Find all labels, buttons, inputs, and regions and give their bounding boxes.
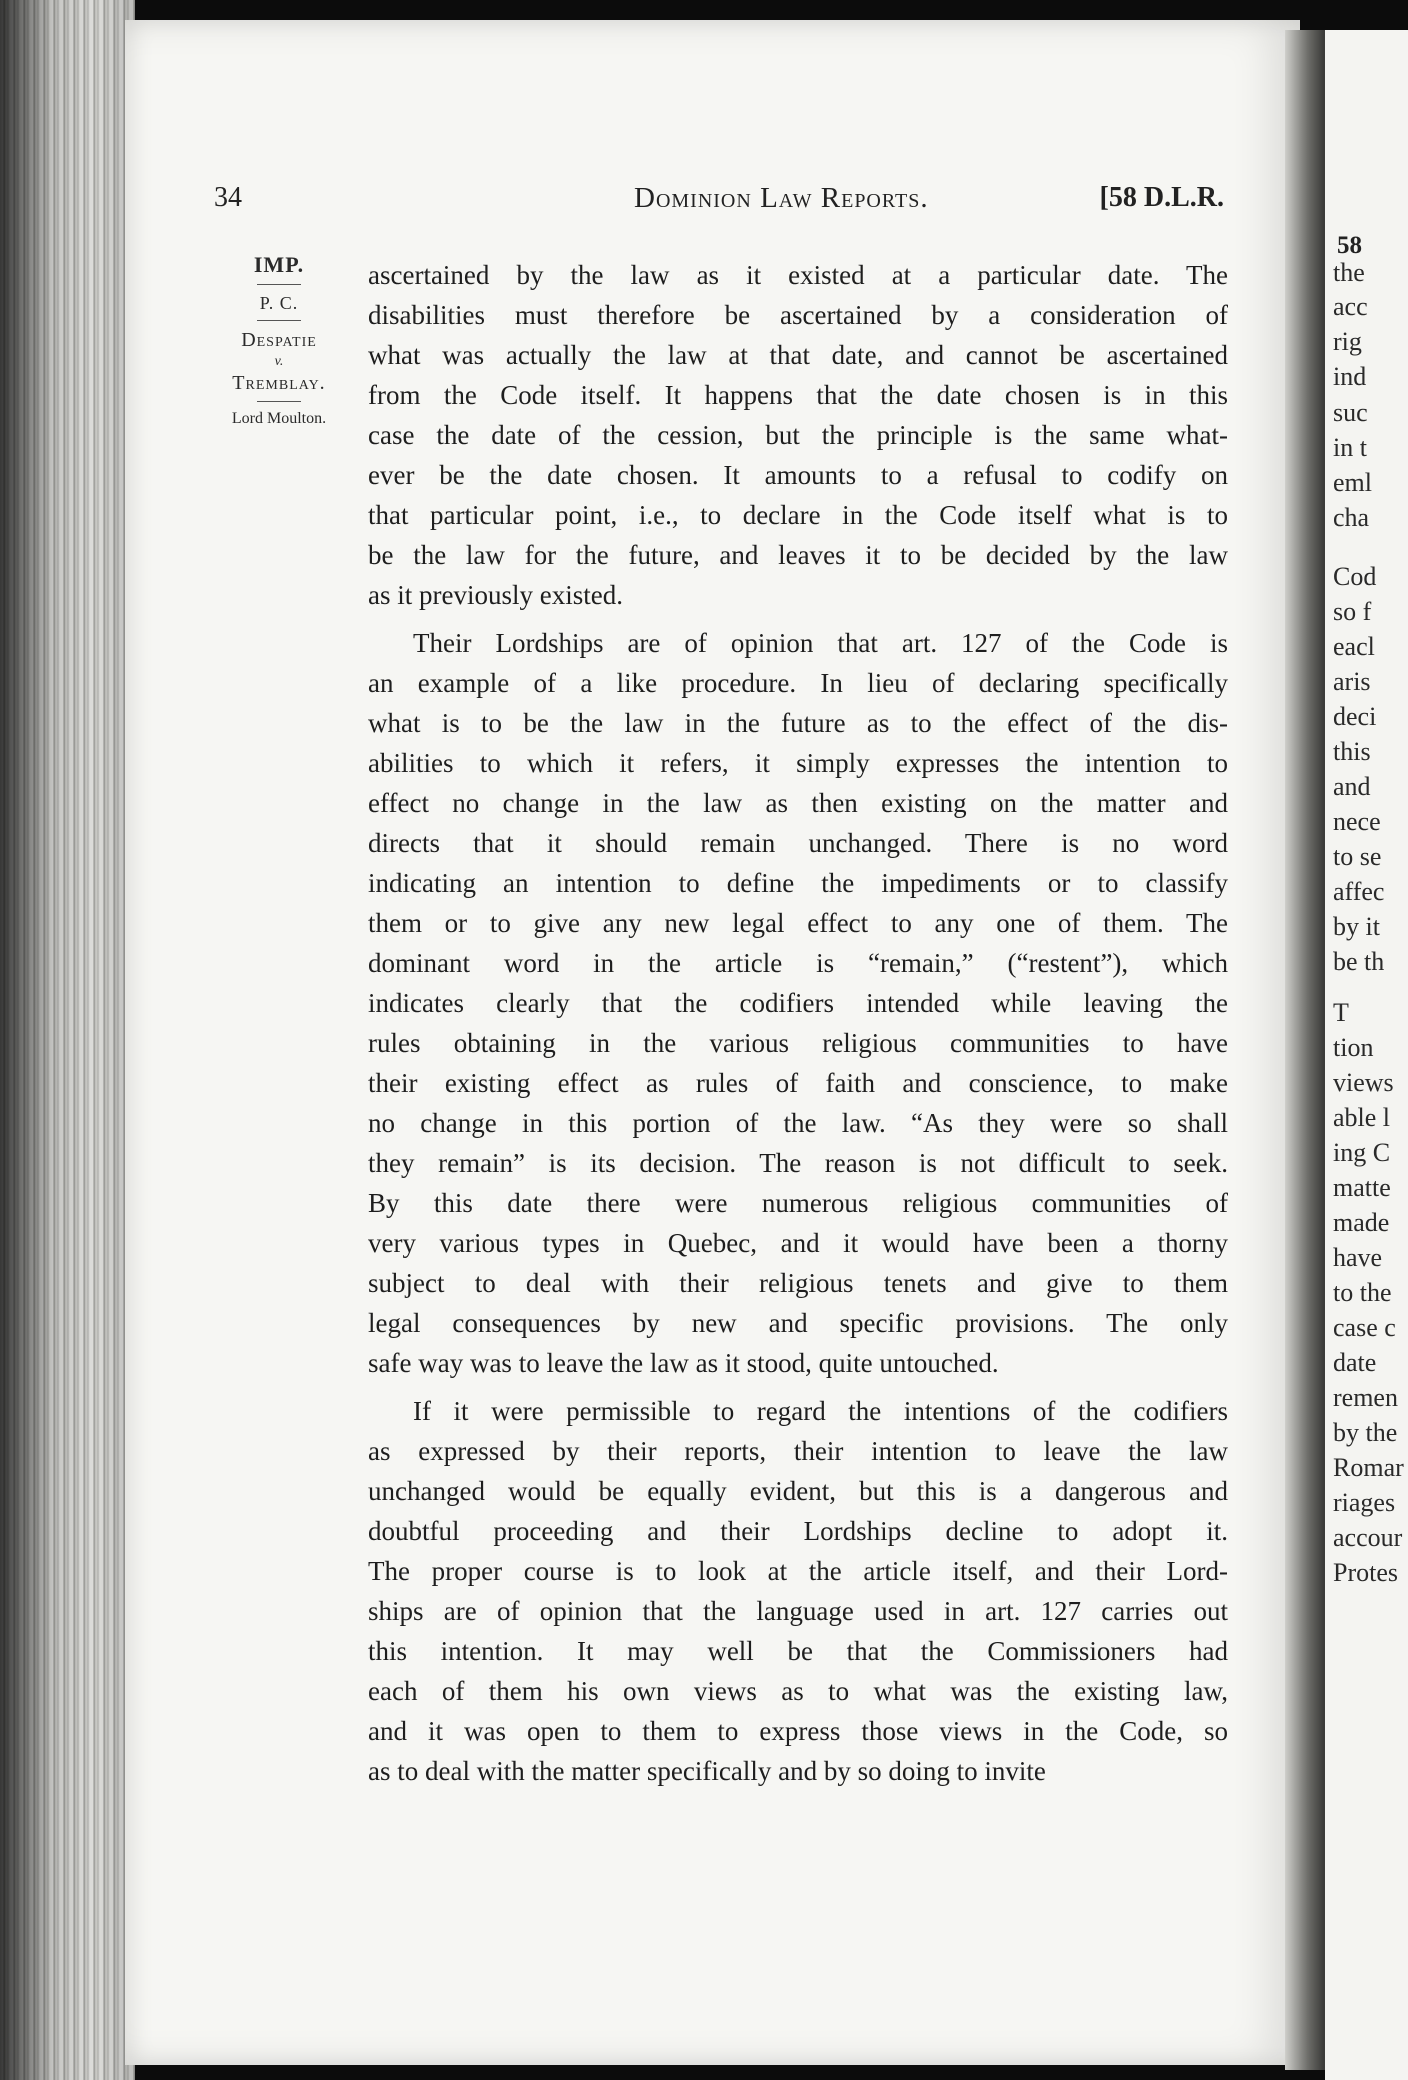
text-line: case the date of the cession, but the principle is the same what- bbox=[368, 420, 1228, 450]
text-line: as to deal with the matter specifically and by so doing to invite bbox=[368, 1756, 1046, 1786]
facing-page-line: able l bbox=[1333, 1103, 1391, 1132]
margin-divider bbox=[257, 320, 301, 321]
text-line: as it previously existed. bbox=[368, 580, 623, 610]
facing-page-line: Protes bbox=[1333, 1558, 1398, 1587]
text-line: an example of a like procedure. In lieu of declaring specifically bbox=[368, 668, 1228, 698]
paragraph bbox=[368, 623, 1228, 1383]
text-line: dominant word in the article is “remain,” (“restent”), which bbox=[368, 948, 1228, 978]
facing-page-line: riages bbox=[1333, 1488, 1396, 1517]
text-line: that particular point, i.e., to declare in the Code itself what is to bbox=[368, 500, 1228, 530]
facing-page-line: remen bbox=[1333, 1383, 1398, 1412]
tribunal-label: P. C. bbox=[259, 293, 299, 313]
text-line: their existing effect as rules of faith and conscience, to make bbox=[368, 1068, 1228, 1098]
journal-title: Dominion Law Reports. bbox=[634, 182, 929, 214]
facing-page-line: the bbox=[1333, 258, 1365, 287]
text-line: ships are of opinion that the language used in art. 127 carries out bbox=[368, 1596, 1228, 1626]
margin-notes bbox=[205, 252, 353, 428]
facing-page-line: Cod bbox=[1333, 562, 1377, 591]
text-line: directs that it should remain unchanged. There is no word bbox=[368, 828, 1228, 858]
text-line: this intention. It may well be that the Commissioners had bbox=[368, 1636, 1228, 1666]
facing-page-line: to se bbox=[1333, 842, 1382, 871]
text-line: they remain” is its decision. The reason is not difficult to seek. bbox=[368, 1148, 1228, 1178]
facing-page-line: date bbox=[1333, 1348, 1377, 1377]
facing-page-line: deci bbox=[1333, 702, 1377, 731]
paragraph bbox=[368, 1391, 1228, 1791]
margin-divider bbox=[257, 401, 301, 402]
text-line: effect no change in the law as then existing on the matter and bbox=[368, 788, 1228, 818]
text-line: abilities to which it refers, it simply expresses the intention to bbox=[368, 748, 1228, 778]
text-line: legal consequences by new and specific provisions. The only bbox=[368, 1308, 1228, 1338]
facing-page-line: suc bbox=[1333, 398, 1368, 427]
text-line: what is to be the law in the future as to the effect of the dis- bbox=[368, 708, 1228, 738]
facing-page-line: by it bbox=[1333, 912, 1380, 941]
text-line: disabilities must therefore be ascertained by a consideration of bbox=[368, 300, 1228, 330]
facing-page-line: matte bbox=[1333, 1173, 1391, 1202]
text-line: By this date there were numerous religious communities of bbox=[368, 1188, 1228, 1218]
text-line: safe way was to leave the law as it stood, quite untouched. bbox=[368, 1348, 999, 1378]
running-head bbox=[214, 182, 1224, 222]
text-line: very various types in Quebec, and it would have been a thorny bbox=[368, 1228, 1228, 1258]
text-line: The proper course is to look at the article itself, and their Lord- bbox=[368, 1556, 1228, 1586]
facing-page-line: Romar bbox=[1333, 1453, 1404, 1482]
facing-page-line: case c bbox=[1333, 1313, 1396, 1342]
text-line: as expressed by their reports, their intention to leave the law bbox=[368, 1436, 1228, 1466]
facing-page-line: rig bbox=[1333, 327, 1362, 356]
text-line: each of them his own views as to what was the existing law, bbox=[368, 1676, 1228, 1706]
text-line: doubtful proceeding and their Lordships decline to adopt it. bbox=[368, 1516, 1228, 1546]
facing-page-line: and bbox=[1333, 772, 1371, 801]
facing-page-line: made bbox=[1333, 1208, 1390, 1237]
text-line: them or to give any new legal effect to any one of them. The bbox=[368, 908, 1228, 938]
facing-page-line: ind bbox=[1333, 362, 1367, 391]
page-stack-edge bbox=[0, 0, 135, 2080]
volume-reference: [58 D.L.R. bbox=[1099, 182, 1224, 213]
paragraph bbox=[368, 255, 1228, 615]
text-line: ascertained by the law as it existed at a particular date. The bbox=[368, 260, 1228, 290]
facing-page-sliver bbox=[1325, 30, 1408, 2080]
facing-page-line: cha bbox=[1333, 503, 1370, 532]
text-line: subject to deal with their religious tenets and give to them bbox=[368, 1268, 1228, 1298]
facing-page-line: affec bbox=[1333, 877, 1385, 906]
court-label: IMP. bbox=[253, 252, 305, 277]
facing-page-line: views bbox=[1333, 1068, 1394, 1097]
facing-page-line: nece bbox=[1333, 807, 1381, 836]
facing-page-line: to the bbox=[1333, 1278, 1392, 1307]
text-line: be the law for the future, and leaves it to be decided by the law bbox=[368, 540, 1228, 570]
text-line: Their Lordships are of opinion that art. 127 of the Code is bbox=[413, 628, 1228, 658]
judge-label: Lord Moulton. bbox=[231, 410, 327, 427]
page-number: 34 bbox=[214, 182, 242, 213]
facing-page-line: ing C bbox=[1333, 1138, 1391, 1167]
versus-label: v. bbox=[274, 354, 284, 369]
margin-divider bbox=[257, 284, 301, 285]
facing-page-line: eacl bbox=[1333, 632, 1375, 661]
text-line: from the Code itself. It happens that the date chosen is in this bbox=[368, 380, 1228, 410]
facing-page-line: aris bbox=[1333, 667, 1371, 696]
text-line: and it was open to them to express those views in the Code, so bbox=[368, 1716, 1228, 1746]
facing-page-line: be th bbox=[1333, 947, 1385, 976]
judgment-body bbox=[368, 255, 1228, 1799]
facing-page-line: T bbox=[1333, 998, 1349, 1027]
party-defendant: Tremblay. bbox=[232, 372, 326, 394]
text-line: indicating an intention to define the impediments or to classify bbox=[368, 868, 1228, 898]
facing-page-line: this bbox=[1333, 737, 1371, 766]
facing-page-line: accour bbox=[1333, 1523, 1403, 1552]
facing-page-line: acc bbox=[1333, 292, 1368, 321]
text-line: ever be the date chosen. It amounts to a refusal to codify on bbox=[368, 460, 1228, 490]
text-line: unchanged would be equally evident, but this is a dangerous and bbox=[368, 1476, 1228, 1506]
text-line: indicates clearly that the codifiers intended while leaving the bbox=[368, 988, 1228, 1018]
text-line: rules obtaining in the various religious communities to have bbox=[368, 1028, 1228, 1058]
facing-page-line: tion bbox=[1333, 1033, 1374, 1062]
text-line: no change in this portion of the law. “As they were so shall bbox=[368, 1108, 1228, 1138]
party-plaintiff: Despatie bbox=[241, 329, 317, 351]
facing-page-line: eml bbox=[1333, 468, 1372, 497]
facing-page-line: so f bbox=[1333, 597, 1372, 626]
text-line: what was actually the law at that date, and cannot be ascertained bbox=[368, 340, 1228, 370]
text-line: If it were permissible to regard the intentions of the codifiers bbox=[413, 1396, 1228, 1426]
facing-page-line: have bbox=[1333, 1243, 1383, 1272]
facing-page-line: in t bbox=[1333, 433, 1367, 462]
facing-page-number: 58 bbox=[1337, 232, 1362, 259]
facing-page-line: by the bbox=[1333, 1418, 1398, 1447]
